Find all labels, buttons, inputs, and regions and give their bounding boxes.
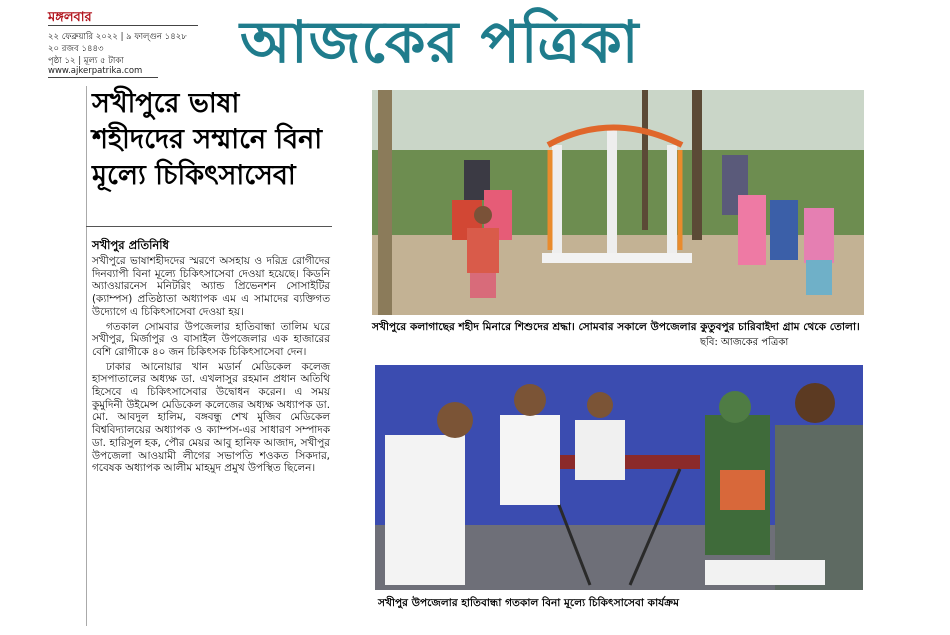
weekday-label: মঙ্গলবার [48,10,92,25]
photo1-caption: সখীপুরে কলাগাছের শহীদ মিনারে শিশুদের শ্রদ্ধা। সোমবার সকালে উপজেলার কুতুবপুর চারিবাইদা গ্রাম থেকে তোলা। [372,321,860,333]
photo1-credit: ছবি: আজকের পত্রিকা [700,337,789,348]
article-headline: সখীপুরে ভাষা শহীদদের সম্মানে বিনা মূল্যে চিকিৎসাসেবা [92,88,323,191]
photo2-caption: সখীপুর উপজেলার হাতিবান্ধা গতকাল বিনা মূল্যে চিকিৎসাসেবা কার্যক্রম [378,597,680,609]
column-rule [86,86,87,626]
date-line: ২২ ফেব্রুয়ারি ২০২২ | ৯ ফাল্গুন ১৪২৮ [48,32,187,42]
website-line: www.ajkerpatrika.com [48,66,143,76]
article-paragraph: গতকাল সোমবার উপজেলার হাতিবান্ধা তালিম ঘরে সখীপুর, মির্জাপুর ও বাসাইল উপজেলার এক হাজারের বেশি রোগীকে ৪০ জন চিকিৎসক চিকিৎসাসেবা দেন। [92,320,330,358]
photo-children-shaheed-minar [372,90,864,315]
newspaper-title: আজকের পত্রিকা [240,8,640,76]
hijri-date-line: ২০ রজব ১৪৪৩ [48,44,104,54]
article-byline: সখীপুর প্রতিনিধি [92,238,169,252]
article-body [92,255,330,477]
masthead-rule [48,25,198,26]
photo1-illustration [372,90,864,315]
masthead-rule-bottom [48,77,158,78]
pages-price-line: পৃষ্ঠা ১২ | মূল্য ৫ টাকা [48,56,124,66]
article-paragraph: ঢাকার আনোয়ার খান মডার্ন মেডিকেল কলেজ হাসপাতালের অধ্যক্ষ ডা. এখলাসুর রহমান প্রধান অতিথি হিসেবে এ চিকিৎসাসেবার উদ্বোধন করেন। এ সময় কুমুদিনী উইমেন্স মেডিকেল কলেজের অধ্যক্ষ অধ্যাপক ডা. মো. আবদুল হালিম, বঙ্গবন্ধু শেখ মুজিব মেডিকেল বিশ্ববিদ্যালয়ের অধ্যাপক ও ক্যাম্পস-এর সাধারণ সম্পাদক ডা. হারিসুল হক, পৌর মেয়র আবু হানিফ আজাদ, সখীপুর উপজেলা আওয়ামী লীগের সভাপতি শওকত সিকদার, গবেষক অধ্যাপক আলীম মাহমুদ প্রমুখ উপস্থিত ছিলেন। [92,360,330,475]
byline-rule [86,226,332,227]
photo2-illustration [375,365,863,590]
article-paragraph: সখীপুরে ভাষাশহীদদের স্মরণে অসহায় ও দরিদ্র রোগীদের দিনব্যাপী বিনা মূল্যে চিকিৎসাসেবা দেওয়া হয়েছে। কিডনি অ্যাওয়ারনেস মনিটরিং অ্যান্ড প্রিভেনশন সোসাইটির (ক্যাম্পস) প্রতিষ্ঠাতা অধ্যাপক এম এ সামাদের ব্যক্তিগত উদ্যোগে এ চিকিৎসাসেবা দেওয়া হয়। [92,255,330,318]
photo-medical-camp [375,365,863,590]
